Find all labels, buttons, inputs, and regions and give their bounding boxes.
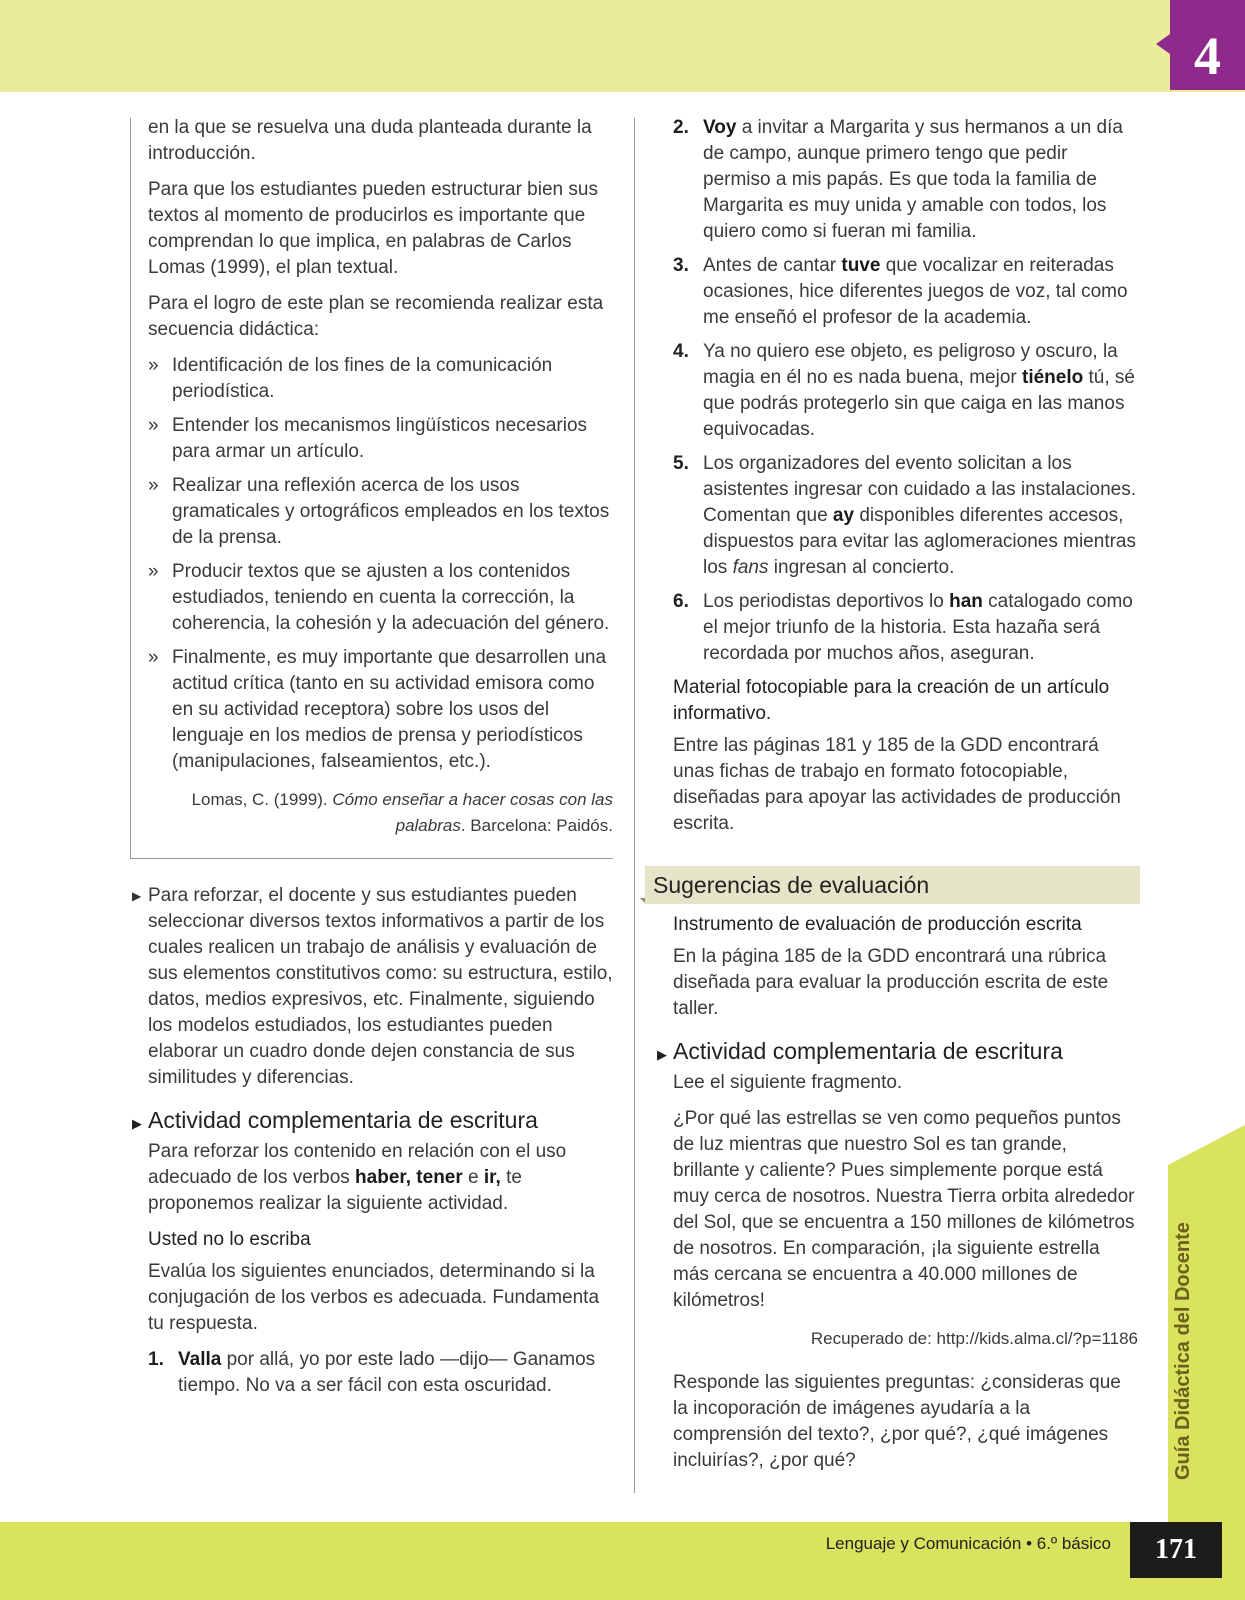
evaluation-subheading: Instrumento de evaluación de producción escrita: [673, 914, 1082, 935]
teacher-note: Usted no lo escriba: [148, 1229, 311, 1250]
citation-publisher: . Barcelona: Paidós.: [460, 816, 613, 835]
box-paragraph-1: en la que se resuelva una duda planteada durante la introducción.: [148, 117, 592, 164]
item-number: 5.: [673, 453, 689, 474]
citation-author: Lomas, C. (1999).: [191, 790, 333, 809]
fragment-text: ¿Por qué las estrellas se ven como pequeños puntos de luz mientras que nuestro Sol es tan grande, brillante y caliente? Pues simplemente porque está muy cerca de nosotros. Nuestra Tierra orbita alrededor del Sol, que se encuentra a 150 millones de kilómetros de nosotros. En comparación, ¡la siguiente estrella más cercana se encuentra a 40.000 millones de kilómetros!: [673, 1108, 1135, 1311]
source-citation: Recuperado de: http://kids.alma.cl/?p=1186: [810, 1329, 1138, 1348]
item-number: 2.: [673, 117, 689, 138]
exercise-item: [673, 589, 1138, 667]
column-divider: [634, 118, 635, 1493]
item-number: 4.: [673, 341, 689, 362]
evaluation-heading: Sugerencias de evaluación: [645, 866, 1140, 904]
list-item: » Realizar una reflexión acerca de los usos gramaticales y ortográficos empleados en los textos de la prensa.: [148, 473, 613, 551]
material-text: Entre las páginas 181 y 185 de la GDD encontrará unas fichas de trabajo en formato fotocopiable, diseñadas para apoyar las actividades de producción escrita.: [673, 735, 1121, 834]
verb-bold: han: [949, 591, 983, 612]
list-item: » Finalmente, es muy importante que desarrollen una actitud crítica (tanto en su actividad emisora como en su actividad receptora) sobre los usos del lenguaje en los medios de prensa y periodísticos (manipulaciones, falseamientos, etc.).: [148, 645, 613, 775]
chapter-number: 4: [1194, 26, 1221, 86]
item-text: que vocalizar en reiteradas ocasiones, hice diferentes juegos de voz, tal como me enseñó el profesor de la academia.: [703, 255, 1128, 328]
activity-text: Para reforzar los contenido en relación con el uso adecuado de los verbos: [148, 1141, 567, 1188]
header-band: [0, 0, 1245, 92]
activity-text: te proponemos realizar la siguiente actividad.: [148, 1167, 522, 1214]
material-title: Material fotocopiable para la creación de un artículo informativo.: [673, 677, 1110, 724]
question-text: Responde las siguientes preguntas: ¿consideras que la incoporación de imágenes ayudaría a la comprensión del texto?, ¿por qué?, ¿qué imágenes incluirías?, ¿por qué?: [673, 1372, 1121, 1471]
section-heading-text: Actividad complementaria de escritura: [673, 1038, 1063, 1064]
item-number: 3.: [673, 255, 689, 276]
page-number: 171: [1130, 1522, 1222, 1578]
verb-bold: Voy: [703, 117, 737, 138]
read-instruction: Lee el siguiente fragmento.: [673, 1072, 903, 1093]
citation: [148, 787, 613, 839]
box-paragraph-2: Para que los estudiantes pueden estructurar bien sus textos al momento de producirlos es importante que comprendan lo que implica, en palabras de Carlos Lomas (1999), el plan textual.: [148, 179, 598, 278]
list-item: » Producir textos que se ajusten a los contenidos estudiados, teniendo en cuenta la corrección, la coherencia, la cohesión y la adecuación del género.: [148, 559, 613, 637]
item-text: catalogado como el mejor triunfo de la historia. Esta hazaña será recordada por muchos años, aseguran.: [703, 591, 1133, 664]
section-heading: [132, 1107, 613, 1133]
item-text: disponibles diferentes accesos, dispuestos para evitar las aglomeraciones mientras los: [703, 505, 1136, 578]
item-text: por allá, yo por este lado —dijo— Ganamos tiempo. No va a ser fácil con esta oscuridad.: [178, 1349, 596, 1396]
reinforce-text: Para reforzar, el docente y sus estudiantes pueden seleccionar diversos textos informativos a partir de los cuales realicen un trabajo de análisis y evaluación de sus elementos constitutivos como: su estructura, estilo, datos, medios expresivos, etc. Finalmente, siguiendo los modelos estudiados, los estudiantes pueden elaborar un cuadro donde dejen constancia de sus similitudes y diferencias.: [148, 885, 613, 1088]
activity-intro: [148, 1139, 613, 1217]
box-rule-vertical: [130, 118, 131, 858]
item-text: tú, sé que podrás protegerlo sin que caiga en las manos equivocadas.: [703, 367, 1135, 440]
box-paragraph-3: Para el logro de este plan se recomienda realizar esta secuencia didáctica:: [148, 293, 604, 340]
instruction: Evalúa los siguientes enunciados, determinando si la conjugación de los verbos es adecuada. Fundamenta tu respuesta.: [148, 1261, 600, 1334]
footer-book-title: Lenguaje y Comunicación • 6.º básico: [825, 1534, 1111, 1553]
item-text: Ya no quiero ese objeto, es peligroso y oscuro, la magia en él no es nada buena, mejor: [703, 341, 1118, 388]
citation-title: Cómo enseñar a hacer cosas con las palabras: [332, 790, 613, 835]
item-text: Antes de cantar: [703, 255, 842, 276]
item-text: ingresan al concierto.: [768, 557, 955, 578]
activity-text: e: [462, 1167, 484, 1188]
item-number: 6.: [673, 591, 689, 612]
reinforce-paragraph: [132, 883, 613, 1091]
exercise-item: [673, 115, 1138, 245]
verb-bold: tuve: [841, 255, 881, 276]
item-text: Los organizadores del evento solicitan a los asistentes ingresar con cuidado a las instalaciones. Comentan que: [703, 453, 1137, 526]
item-italic: fans: [732, 557, 769, 578]
triangle-bullet-icon: ▶: [657, 1047, 667, 1062]
item-text: a invitar a Margarita y sus hermanos a un día de campo, aunque primero tengo que pedir permiso a mis papás. Es que toda la familia de Margarita es muy unida y amable con todos, los quiero como si fueran mi familia.: [703, 117, 1123, 242]
exercise-item: [148, 1347, 613, 1399]
section-heading: [657, 1038, 1138, 1064]
verb-bold: Valla: [178, 1349, 222, 1370]
list-item: » Entender los mecanismos lingüísticos necesarios para armar un artículo.: [148, 413, 613, 465]
right-lower-column: [657, 910, 1138, 1484]
triangle-bullet-icon: ▶: [132, 1116, 142, 1131]
verbs-bold: haber, tener: [355, 1167, 463, 1188]
left-column: [132, 115, 613, 1407]
verb-bold: tiénelo: [1022, 367, 1084, 388]
right-column: [673, 115, 1138, 847]
triangle-bullet-icon: ▶: [132, 889, 142, 903]
verb-bold: ay: [832, 505, 855, 526]
side-tab-label: Guía Didáctica del Docente: [1172, 1222, 1194, 1480]
section-heading-text: Actividad complementaria de escritura: [148, 1107, 538, 1133]
chapter-tab: [1170, 0, 1245, 90]
item-text: Los periodistas deportivos lo: [703, 591, 950, 612]
exercise-list: [673, 115, 1138, 667]
list-item: » Identificación de los fines de la comunicación periodística.: [148, 353, 613, 405]
exercise-item: [673, 339, 1138, 443]
evaluation-text: En la página 185 de la GDD encontrará una rúbrica diseñada para evaluar la producción escrita de este taller.: [673, 946, 1109, 1019]
exercise-item: [673, 451, 1138, 581]
didactic-sequence-list: [148, 353, 613, 775]
verb-bold: ir,: [483, 1167, 501, 1188]
exercise-item: [673, 253, 1138, 331]
item-number: 1.: [148, 1349, 164, 1370]
exercise-list: [148, 1347, 613, 1399]
